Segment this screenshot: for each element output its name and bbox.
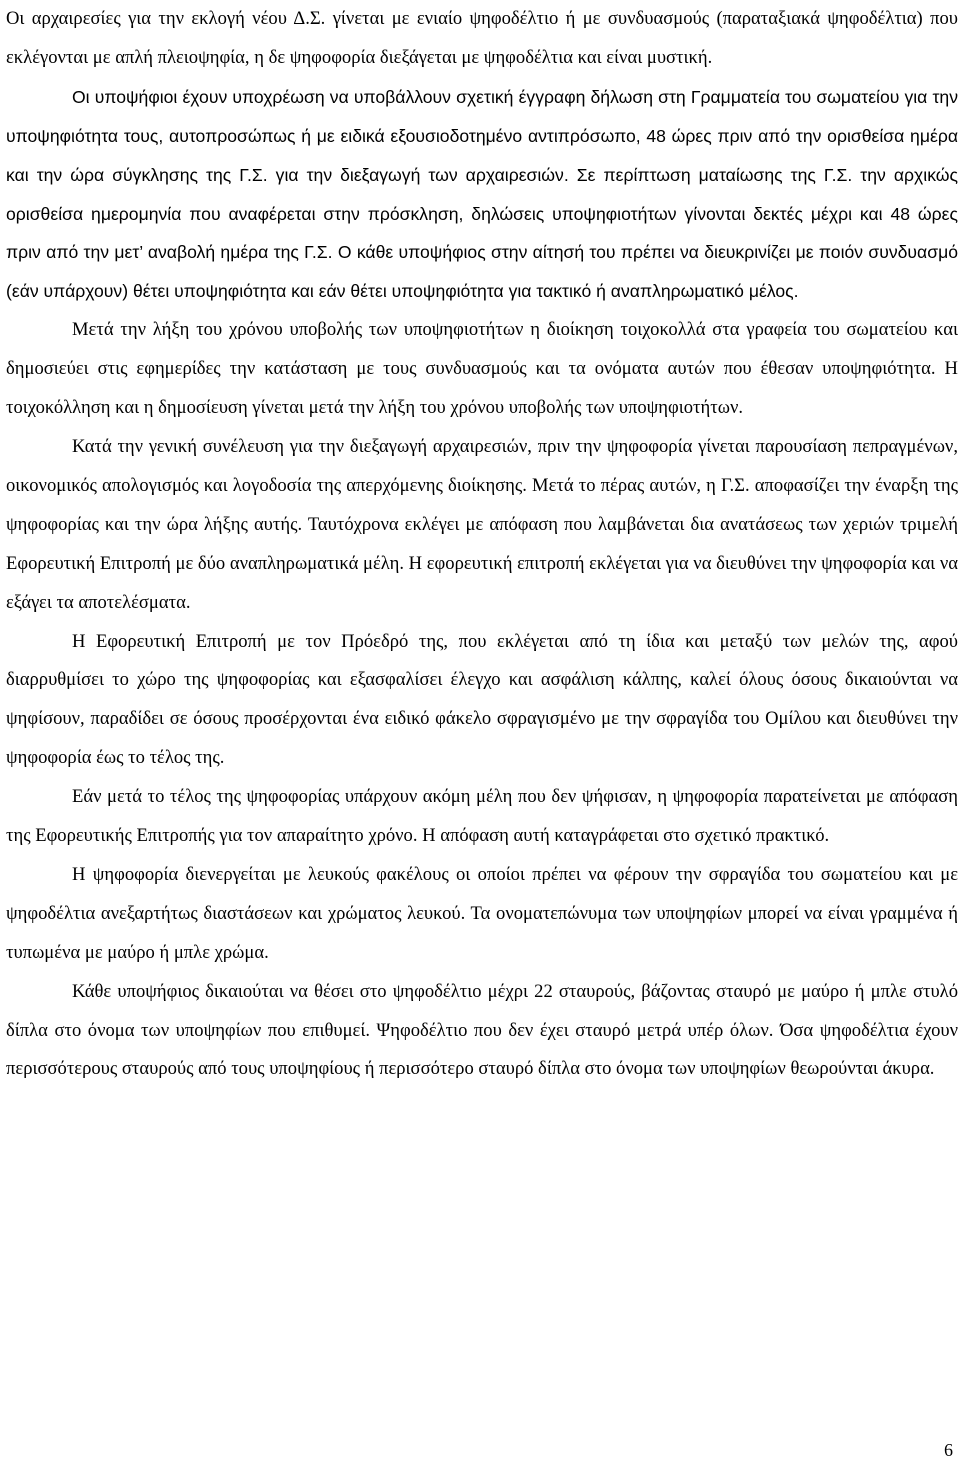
paragraph-general-assembly: Κατά την γενική συνέλευση για την διεξαγωγή αρχαιρεσιών, πριν την ψηφοφορία γίνεται παρουσίαση πεπραγμένων, οικονομικός απολογισμός και λογοδοσία της απερχόμενης διοίκησης. Μετά το πέρας αυτών, η Γ.Σ. αποφασίζει την έναρξη της ψηφοφορίας και την ώρα λήξης αυτής. Ταυτόχρονα εκλέγει με απόφαση που λαμβάνεται δια ανατάσεως των χεριών τριμελή Εφορευτική Επιτροπή με δύο αναπληρωματικά μέλη. Η εφορευτική επιτροπή εκλέγεται για να διευθύνει την ψηφοφορία και να εξάγει τα αποτελέσματα. (6, 435, 958, 613)
paragraph-crosses-rule: Κάθε υποψήφιος δικαιούται να θέσει στο ψηφοδέλτιο μέχρι 22 σταυρούς, βάζοντας σταυρό με μαύρο ή μπλε στυλό δίπλα στο όνομα των υποψηφίων που επιθυμεί. Ψηφοδέλτιο που δεν έχει σταυρό μετρά υπέρ όλων. Όσα ψηφοδέλτια έχουν περισσότερους σταυρούς από τους υποψηφίους ή περισσότερο σταυρό δίπλα στο όνομα των υποψηφίων θεωρούνται άκυρα. (6, 980, 958, 1080)
paragraph-elections-method: Οι αρχαιρεσίες για την εκλογή νέου Δ.Σ. γίνεται με ενιαίο ψηφοδέλτιο ή με συνδυασμούς (παραταξιακά ψηφοδέλτια) που εκλέγονται με απλή πλειοψηφία, η δε ψηφοφορία διεξάγεται με ψηφοδέλτια και είναι μυστική. (6, 8, 958, 68)
paragraph-voting-extension: Εάν μετά το τέλος της ψηφοφορίας υπάρχουν ακόμη μέλη που δεν ψήφισαν, η ψηφοφορία παρατείνεται με απόφαση της Εφορευτικής Επιτροπής για τον απαραίτητο χρόνο. Η απόφαση αυτή καταγράφεται στο σχετικό πρακτικό. (6, 786, 958, 847)
paragraph-candidates-publication: Μετά την λήξη του χρόνου υποβολής των υποψηφιοτήτων η διοίκηση τοιχοκολλά στα γραφεία του σωματείου και δημοσιεύει στις εφημερίδες την κατάσταση με τους συνδυασμούς και τα ονόματα αυτών που έθεσαν υποψηφιότητα. Η τοιχοκόλληση και η δημοσίευση γίνεται μετά την λήξη του χρόνου υποβολής των υποψηφιοτήτων. (6, 319, 958, 419)
document-body (6, 0, 958, 1089)
paragraph-ballot-envelopes: Η ψηφοφορία διενεργείται με λευκούς φακέλους οι οποίοι πρέπει να φέρουν την σφραγίδα του σωματείου και με ψηφοδέλτια ανεξαρτήτως διαστάσεων και χρώματος λευκού. Τα ονοματεπώνυμα των υποψηφίων μπορεί να είναι γραμμένα ή τυπωμένα με μαύρο ή μπλε χρώμα. (6, 863, 958, 963)
page-number: 6 (944, 1440, 953, 1460)
paragraph-candidacy-declaration: Οι υποψήφιοι έχουν υποχρέωση να υποβάλλουν σχετική έγγραφη δήλωση στη Γραμματεία του σωματείου για την υποψηφιότητα τους, αυτοπροσώπως ή με ειδικά εξουσιοδοτημένο αντιπρόσωπο, 48 ώρες πριν από την ορισθείσα ημέρα και την ώρα σύγκλησης της Γ.Σ. για την διεξαγωγή των αρχαιρεσιών. Σε περίπτωση ματαίωσης της Γ.Σ. την αρχικώς ορισθείσα ημερομηνία που αναφέρεται στην πρόσκληση, δηλώσεις υποψηφιοτήτων γίνονται δεκτές μέχρι και 48 ώρες πριν από την μετ’ αναβολή ημέρα της Γ.Σ. Ο κάθε υποψήφιος στην αίτησή του πρέπει να διευκρινίζει με ποιόν συνδυασμό (εάν υπάρχουν) θέτει υποψηφιότητα και εάν θέτει υποψηφιότητα για τακτικό ή αναπληρωματικό μέλος. (6, 86, 958, 302)
paragraph-electoral-committee: Η Εφορευτική Επιτροπή με τον Πρόεδρό της, που εκλέγεται από τη ίδια και μεταξύ των μελών της, αφού διαρρυθμίσει το χώρο της ψηφοφορίας και εξασφαλίσει έλεγχο και ασφάλιση κάλπης, καλεί όλους όσους δικαιούνται να ψηφίσουν, παραδίδει σε όσους προσέρχονται ένα ειδικό φάκελο σφραγισμένο με την σφραγίδα του Ομίλου και διευθύνει την ψηφοφορία έως το τέλος της. (6, 630, 958, 769)
